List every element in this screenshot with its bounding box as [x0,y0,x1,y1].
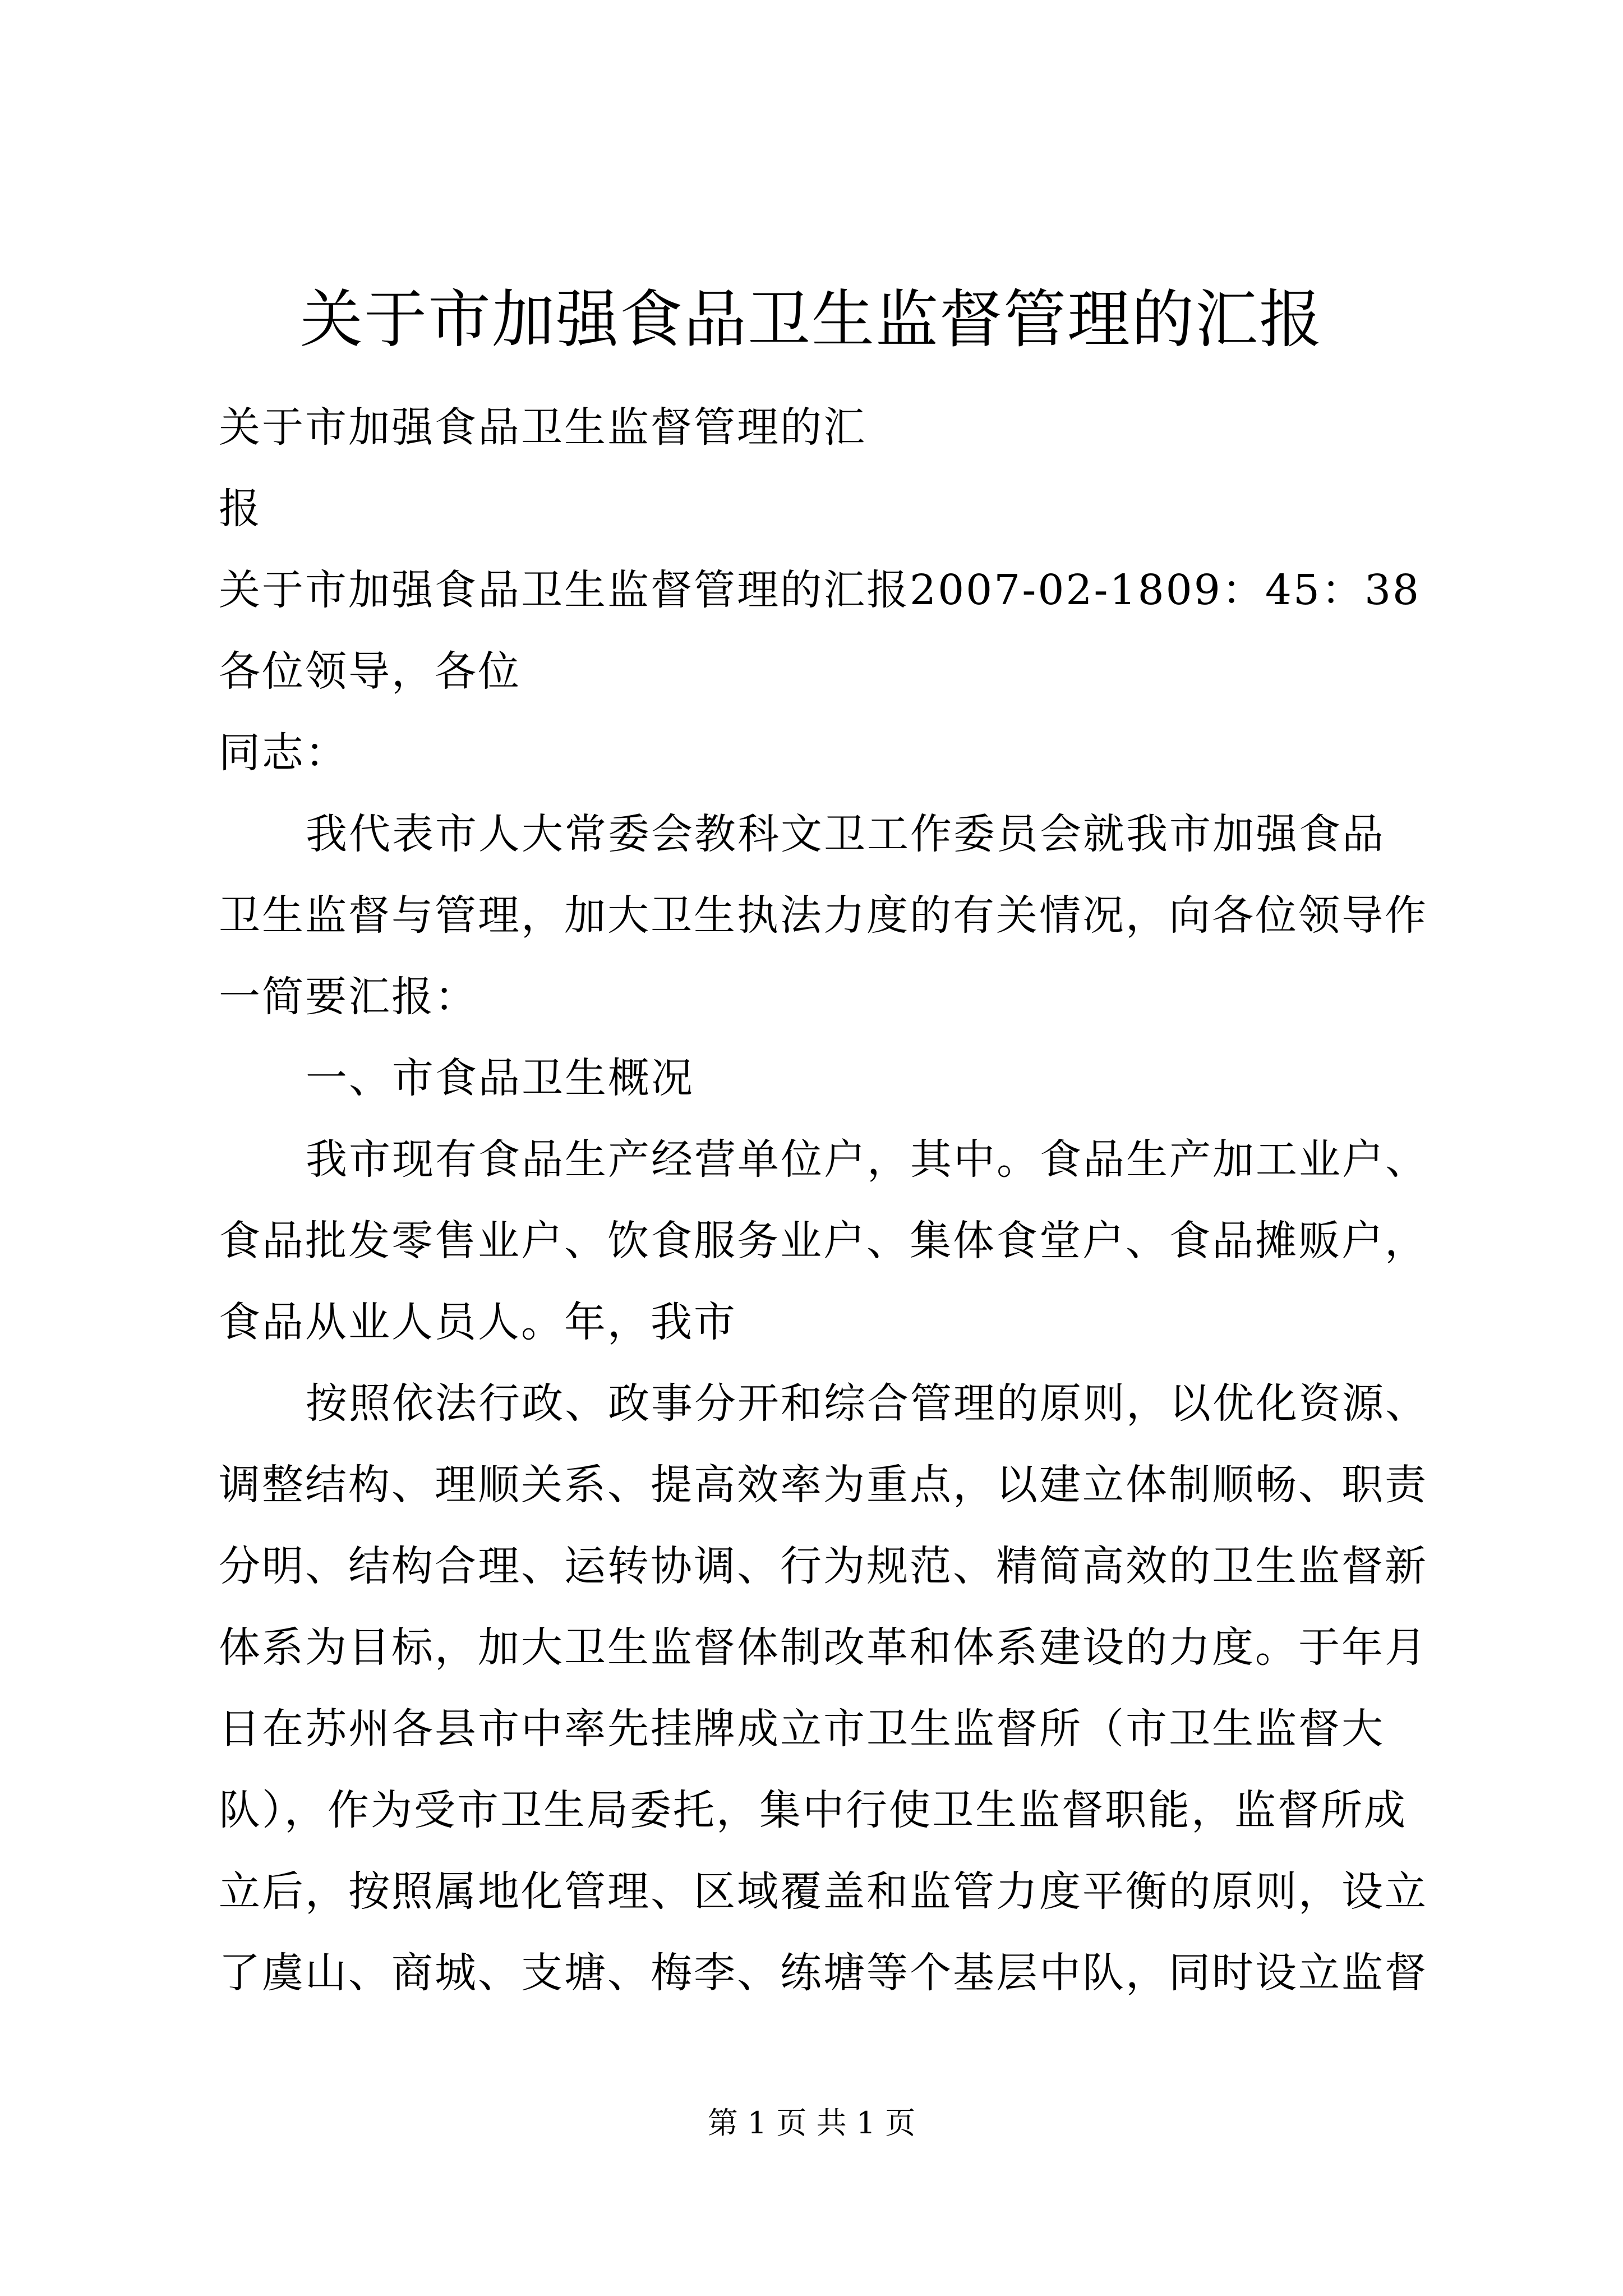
body-line: 队），作为受市卫生局委托，集中行使卫生监督职能，监督所成 [219,1786,1407,1834]
section-heading: 一、市食品卫生概况 [306,1054,694,1102]
body-line: 关于市加强食品卫生监督管理的汇报2007-02-1809：45：38 [219,566,1421,614]
body-line: 卫生监督与管理，加大卫生执法力度的有关情况，向各位领导作 [219,891,1428,940]
body-line: 关于市加强食品卫生监督管理的汇 [219,403,866,452]
document-body [219,387,1428,2014]
body-line: 日在苏州各县市中率先挂牌成立市卫生监督所（市卫生监督大 [219,1705,1385,1753]
body-line: 调整结构、理顺关系、提高效率为重点，以建立体制顺畅、职责 [219,1461,1428,1509]
body-line: 食品批发零售业户、饮食服务业户、集体食堂户、食品摊贩户， [219,1217,1428,1265]
document-title: 关于市加强食品卫生监督管理的汇报 [300,283,1323,356]
paragraph-first-line: 我代表市人大常委会教科文卫工作委员会就我市加强食品 [306,810,1385,858]
page-footer: 第 1 页 共 1 页 [707,2105,916,2141]
body-line: 一简要汇报： [219,973,478,1021]
paragraph-first-line: 按照依法行政、政事分开和综合管理的原则，以优化资源、 [306,1379,1428,1428]
body-line: 了虞山、商城、支塘、梅李、练塘等个基层中队，同时设立监督 [219,1949,1428,1997]
body-line: 分明、结构合理、运转协调、行为规范、精简高效的卫生监督新 [219,1542,1428,1590]
paragraph-first-line: 我市现有食品生产经营单位户，其中。食品生产加工业户、 [306,1135,1428,1184]
body-line: 报 [219,485,262,533]
body-line: 立后，按照属地化管理、区域覆盖和监管力度平衡的原则，设立 [219,1867,1428,1916]
body-line: 同志： [219,729,348,777]
body-line: 体系为目标，加大卫生监督体制改革和体系建设的力度。于年月 [219,1623,1428,1672]
body-line: 食品从业人员人。年，我市 [219,1298,737,1346]
body-line: 各位领导，各位 [219,647,521,696]
